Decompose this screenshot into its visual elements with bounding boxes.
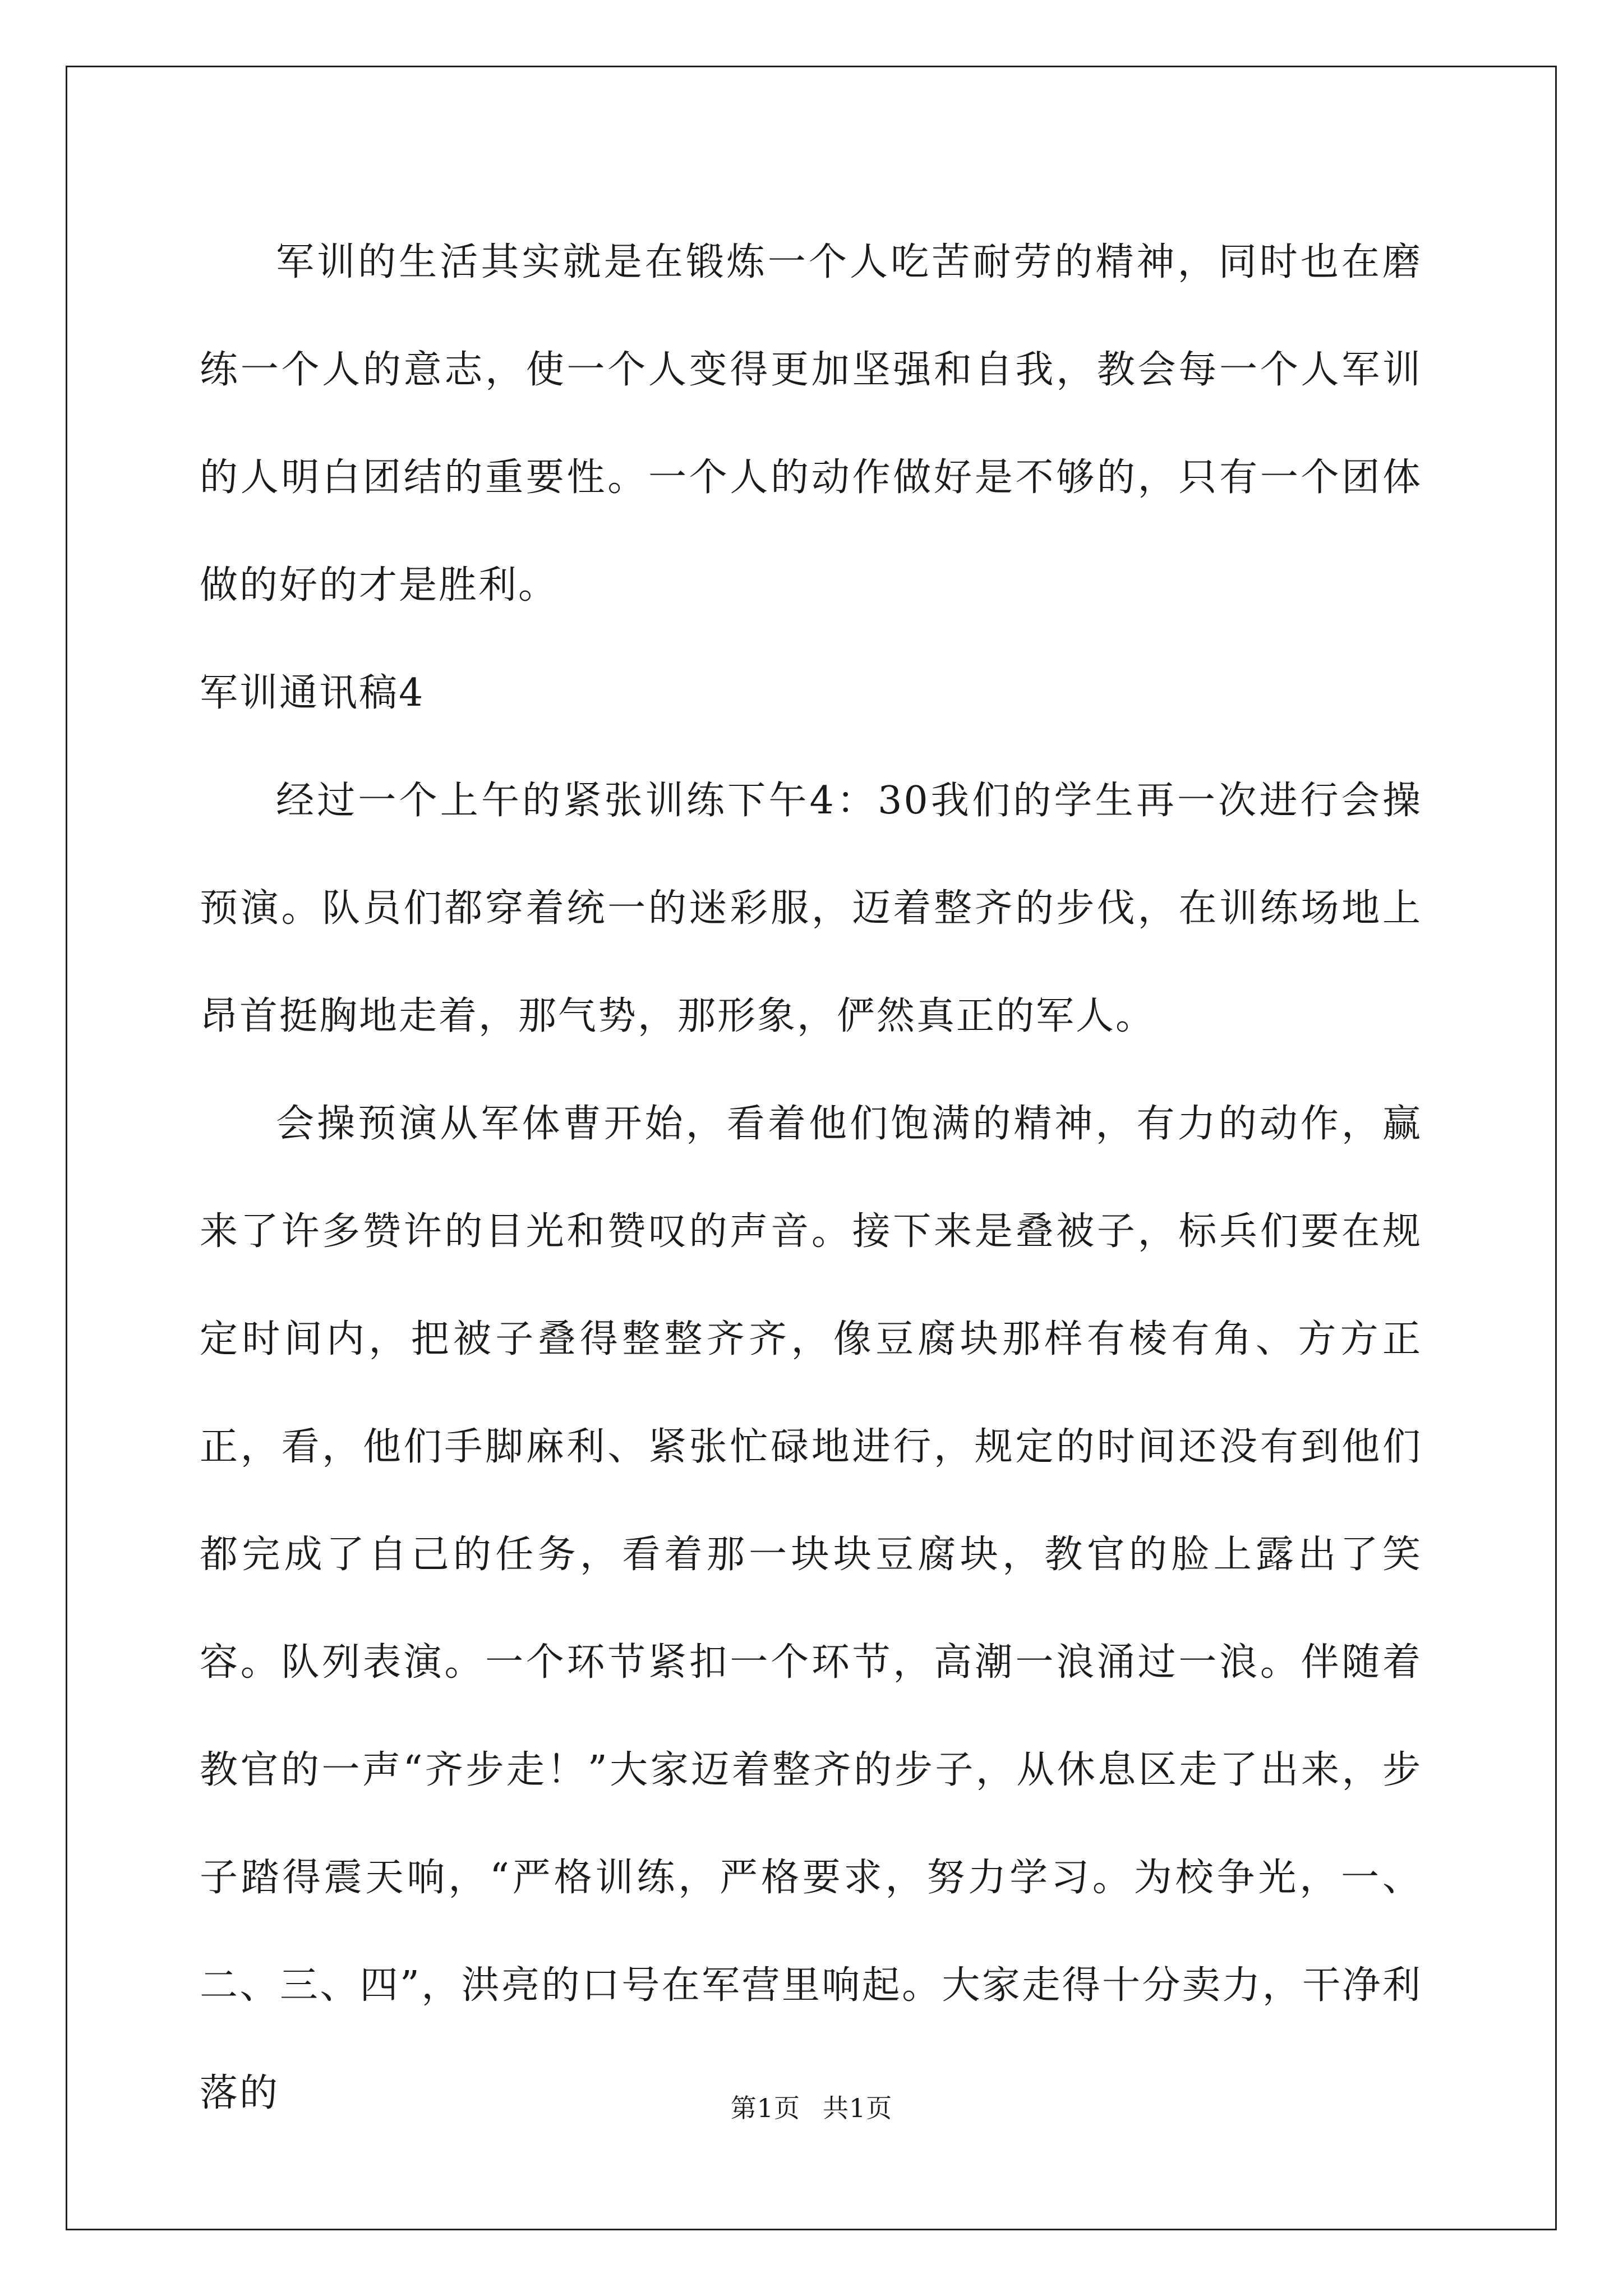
page-footer xyxy=(0,2088,1623,2125)
page-total: 共1页 xyxy=(823,2093,893,2123)
section-heading: 军训通讯稿4 xyxy=(200,671,425,715)
document-body xyxy=(200,209,1422,2147)
paragraph: 经过一个上午的紧张训练下午4：30我们的学生再一次进行会操预演。队员们都穿着统一的迷彩服，迈着整齐的步伐，在训练场地上昂首挺胸地走着，那气势，那形象，俨然真正的军人。 xyxy=(200,779,1422,1038)
paragraph: 军训的生活其实就是在锻炼一个人吃苦耐劳的精神，同时也在磨练一个人的意志，使一个人变得更加坚强和自我，教会每一个人军训的人明白团结的重要性。一个人的动作做好是不够的，只有一个团体做的好的才是胜利。 xyxy=(200,240,1422,608)
paragraph: 会操预演从军体曹开始，看着他们饱满的精神，有力的动作，赢来了许多赞许的目光和赞叹的声音。接下来是叠被子，标兵们要在规定时间内，把被子叠得整整齐齐，像豆腐块那样有棱有角、方方正正，看，他们手脚麻利、紧张忙碌地进行，规定的时间还没有到他们都完成了自己的任务，看着那一块块豆腐块，教官的脸上露出了笑容。队列表演。一个环节紧扣一个环节，高潮一浪涌过一浪。伴随着教官的一声“齐步走！”大家迈着整齐的步子，从休息区走了出来，步子踏得震天响，“严格训练，严格要求，努力学习。为校争光，一、二、三、四”，洪亮的口号在军营里响起。大家走得十分卖力，干净利落的 xyxy=(200,1102,1422,2115)
page-number: 第1页 xyxy=(730,2093,800,2123)
